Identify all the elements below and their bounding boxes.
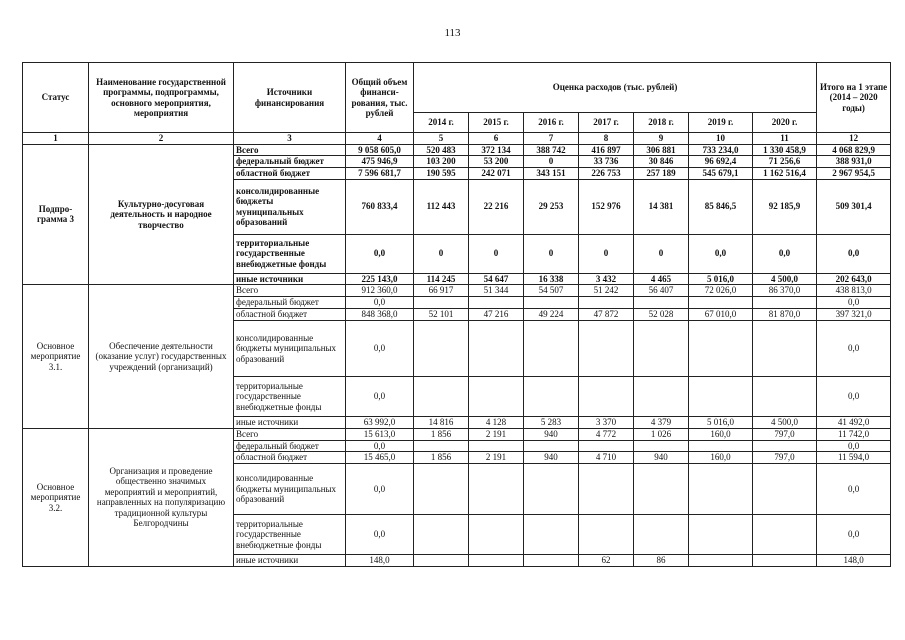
value-cell (689, 321, 753, 377)
source-cell: иные источники (234, 273, 346, 285)
value-cell: 733 234,0 (689, 144, 753, 156)
source-cell: Всего (234, 144, 346, 156)
value-cell (524, 464, 579, 515)
header-year: 2017 г. (579, 113, 634, 133)
source-cell: территориальные государственные внебюджетные фонды (234, 515, 346, 555)
value-cell: 15 465,0 (346, 452, 414, 464)
source-cell: федеральный бюджет (234, 156, 346, 168)
value-cell: 14 381 (634, 179, 689, 234)
value-cell (689, 464, 753, 515)
source-cell: территориальные государственные внебюджетные фонды (234, 234, 346, 273)
source-cell: консолидированные бюджеты муниципальных образований (234, 179, 346, 234)
value-cell (524, 440, 579, 452)
value-cell (469, 515, 524, 555)
value-cell: 72 026,0 (689, 285, 753, 297)
value-cell: 0,0 (817, 515, 891, 555)
value-cell: 53 200 (469, 156, 524, 168)
table-header (23, 63, 891, 145)
value-cell: 114 245 (414, 273, 469, 285)
name-cell: Организация и проведение общественно значимых мероприятий и мероприятий, направленных на популяризацию традиционной культуры Белгородчины (89, 429, 234, 567)
value-cell: 416 897 (579, 144, 634, 156)
value-cell: 0,0 (817, 377, 891, 417)
header-year: 2018 г. (634, 113, 689, 133)
value-cell: 242 071 (469, 167, 524, 179)
column-number: 3 (234, 133, 346, 145)
source-cell: территориальные государственные внебюджетные фонды (234, 377, 346, 417)
value-cell: 148,0 (817, 555, 891, 567)
value-cell: 797,0 (753, 429, 817, 441)
value-cell: 2 191 (469, 429, 524, 441)
value-cell: 372 134 (469, 144, 524, 156)
source-cell: областной бюджет (234, 309, 346, 321)
header-year: 2014 г. (414, 113, 469, 133)
value-cell (753, 515, 817, 555)
status-cell: Основное мероприятие 3.1. (23, 285, 89, 429)
value-cell: 51 242 (579, 285, 634, 297)
value-cell (414, 440, 469, 452)
value-cell (634, 377, 689, 417)
value-cell: 86 370,0 (753, 285, 817, 297)
value-cell: 3 370 (579, 417, 634, 429)
value-cell (579, 377, 634, 417)
value-cell (524, 321, 579, 377)
value-cell: 0,0 (753, 234, 817, 273)
value-cell: 62 (579, 555, 634, 567)
value-cell: 0,0 (817, 297, 891, 309)
header-estimate: Оценка расходов (тыс. рублей) (414, 63, 817, 113)
value-cell: 112 443 (414, 179, 469, 234)
value-cell: 190 595 (414, 167, 469, 179)
value-cell: 4 772 (579, 429, 634, 441)
value-cell (524, 377, 579, 417)
value-cell: 148,0 (346, 555, 414, 567)
source-cell: Всего (234, 285, 346, 297)
value-cell (753, 297, 817, 309)
value-cell: 41 492,0 (817, 417, 891, 429)
value-cell: 0,0 (346, 515, 414, 555)
header-year: 2016 г. (524, 113, 579, 133)
value-cell: 0 (579, 234, 634, 273)
value-cell: 16 338 (524, 273, 579, 285)
value-cell (414, 464, 469, 515)
value-cell: 5 283 (524, 417, 579, 429)
source-cell: иные источники (234, 417, 346, 429)
value-cell (634, 464, 689, 515)
value-cell: 81 870,0 (753, 309, 817, 321)
column-number: 9 (634, 133, 689, 145)
header-status: Статус (23, 63, 89, 133)
source-cell: федеральный бюджет (234, 440, 346, 452)
value-cell: 85 846,5 (689, 179, 753, 234)
value-cell: 96 692,4 (689, 156, 753, 168)
value-cell (414, 555, 469, 567)
value-cell: 0 (469, 234, 524, 273)
value-cell: 0,0 (346, 440, 414, 452)
value-cell (414, 321, 469, 377)
value-cell: 343 151 (524, 167, 579, 179)
value-cell (634, 297, 689, 309)
value-cell: 0,0 (817, 464, 891, 515)
value-cell (689, 515, 753, 555)
table-row (23, 285, 891, 297)
value-cell: 940 (634, 452, 689, 464)
value-cell: 0 (634, 234, 689, 273)
column-number: 1 (23, 133, 89, 145)
value-cell: 0,0 (817, 440, 891, 452)
source-cell: Всего (234, 429, 346, 441)
header-stage-total: Итого на 1 этапе (2014 – 2020 годы) (817, 63, 891, 133)
value-cell (414, 515, 469, 555)
value-cell: 0,0 (346, 234, 414, 273)
value-cell: 47 216 (469, 309, 524, 321)
value-cell (689, 555, 753, 567)
value-cell: 3 432 (579, 273, 634, 285)
value-cell (753, 377, 817, 417)
column-number: 4 (346, 133, 414, 145)
value-cell: 202 643,0 (817, 273, 891, 285)
column-number: 2 (89, 133, 234, 145)
value-cell (689, 297, 753, 309)
value-cell: 47 872 (579, 309, 634, 321)
value-cell: 15 613,0 (346, 429, 414, 441)
value-cell: 4 465 (634, 273, 689, 285)
value-cell: 257 189 (634, 167, 689, 179)
header-year: 2015 г. (469, 113, 524, 133)
value-cell: 4 068 829,9 (817, 144, 891, 156)
value-cell: 5 016,0 (689, 273, 753, 285)
value-cell: 545 679,1 (689, 167, 753, 179)
column-number-row (23, 133, 891, 145)
value-cell (469, 321, 524, 377)
value-cell: 5 016,0 (689, 417, 753, 429)
value-cell: 0,0 (346, 321, 414, 377)
value-cell: 160,0 (689, 452, 753, 464)
value-cell (753, 440, 817, 452)
value-cell (414, 297, 469, 309)
value-cell (634, 440, 689, 452)
value-cell: 30 846 (634, 156, 689, 168)
value-cell: 0,0 (346, 297, 414, 309)
value-cell: 520 483 (414, 144, 469, 156)
value-cell (469, 440, 524, 452)
value-cell: 225 143,0 (346, 273, 414, 285)
value-cell: 103 200 (414, 156, 469, 168)
value-cell (579, 321, 634, 377)
value-cell: 4 710 (579, 452, 634, 464)
value-cell: 160,0 (689, 429, 753, 441)
value-cell: 226 753 (579, 167, 634, 179)
value-cell: 33 736 (579, 156, 634, 168)
value-cell (524, 297, 579, 309)
name-cell: Культурно-досуговая деятельность и народное творчество (89, 144, 234, 285)
value-cell: 9 058 605,0 (346, 144, 414, 156)
value-cell: 0 (414, 234, 469, 273)
value-cell: 4 379 (634, 417, 689, 429)
value-cell: 22 216 (469, 179, 524, 234)
column-number: 11 (753, 133, 817, 145)
value-cell (469, 555, 524, 567)
value-cell (524, 515, 579, 555)
value-cell (579, 515, 634, 555)
value-cell: 0 (524, 156, 579, 168)
value-cell: 940 (524, 429, 579, 441)
value-cell: 509 301,4 (817, 179, 891, 234)
source-cell: областной бюджет (234, 167, 346, 179)
source-cell: консолидированные бюджеты муниципальных образований (234, 321, 346, 377)
value-cell: 475 946,9 (346, 156, 414, 168)
column-number: 5 (414, 133, 469, 145)
header-total: Общий объем финанси-рования, тыс. рублей (346, 63, 414, 133)
value-cell: 2 967 954,5 (817, 167, 891, 179)
value-cell: 4 500,0 (753, 417, 817, 429)
value-cell: 52 101 (414, 309, 469, 321)
value-cell: 0,0 (817, 234, 891, 273)
value-cell: 67 010,0 (689, 309, 753, 321)
value-cell (634, 321, 689, 377)
column-number: 10 (689, 133, 753, 145)
value-cell (414, 377, 469, 417)
value-cell: 11 742,0 (817, 429, 891, 441)
column-number: 7 (524, 133, 579, 145)
value-cell: 0 (524, 234, 579, 273)
value-cell (634, 515, 689, 555)
column-number: 8 (579, 133, 634, 145)
value-cell: 912 360,0 (346, 285, 414, 297)
value-cell: 388 742 (524, 144, 579, 156)
value-cell: 54 507 (524, 285, 579, 297)
page-number: 113 (444, 27, 461, 39)
value-cell: 397 321,0 (817, 309, 891, 321)
value-cell: 848 368,0 (346, 309, 414, 321)
header-year: 2019 г. (689, 113, 753, 133)
value-cell: 438 813,0 (817, 285, 891, 297)
status-cell: Основное мероприятие 3.2. (23, 429, 89, 567)
value-cell: 0,0 (346, 377, 414, 417)
value-cell: 29 253 (524, 179, 579, 234)
group-main-event-3-2 (23, 429, 891, 567)
value-cell (753, 464, 817, 515)
value-cell (469, 377, 524, 417)
value-cell: 11 594,0 (817, 452, 891, 464)
value-cell (753, 321, 817, 377)
header-source: Источники финансирования (234, 63, 346, 133)
value-cell: 0,0 (346, 464, 414, 515)
value-cell: 1 026 (634, 429, 689, 441)
column-number: 12 (817, 133, 891, 145)
value-cell: 4 128 (469, 417, 524, 429)
value-cell: 1 856 (414, 452, 469, 464)
value-cell: 2 191 (469, 452, 524, 464)
value-cell: 14 816 (414, 417, 469, 429)
value-cell: 0,0 (817, 321, 891, 377)
value-cell: 760 833,4 (346, 179, 414, 234)
value-cell: 152 976 (579, 179, 634, 234)
value-cell: 86 (634, 555, 689, 567)
value-cell (469, 464, 524, 515)
value-cell: 1 162 516,4 (753, 167, 817, 179)
value-cell: 7 596 681,7 (346, 167, 414, 179)
value-cell: 56 407 (634, 285, 689, 297)
value-cell (469, 297, 524, 309)
source-cell: иные источники (234, 555, 346, 567)
value-cell: 940 (524, 452, 579, 464)
value-cell: 71 256,6 (753, 156, 817, 168)
value-cell (689, 377, 753, 417)
column-number: 6 (469, 133, 524, 145)
value-cell (579, 464, 634, 515)
value-cell: 92 185,9 (753, 179, 817, 234)
value-cell: 54 647 (469, 273, 524, 285)
table-row (23, 429, 891, 441)
source-cell: консолидированные бюджеты муниципальных образований (234, 464, 346, 515)
value-cell (579, 440, 634, 452)
group-main-event-3-1 (23, 285, 891, 429)
value-cell: 63 992,0 (346, 417, 414, 429)
value-cell (579, 297, 634, 309)
value-cell (524, 555, 579, 567)
header-name: Наименование государственной программы, подпрограммы, основного мероприятия, мероприятия (89, 63, 234, 133)
group-subprogram-3 (23, 144, 891, 285)
value-cell: 49 224 (524, 309, 579, 321)
value-cell: 388 931,0 (817, 156, 891, 168)
value-cell: 66 917 (414, 285, 469, 297)
name-cell: Обеспечение деятельности (оказание услуг) государственных учреждений (организаций) (89, 285, 234, 429)
value-cell: 1 856 (414, 429, 469, 441)
value-cell: 52 028 (634, 309, 689, 321)
value-cell: 4 500,0 (753, 273, 817, 285)
value-cell (689, 440, 753, 452)
value-cell: 0,0 (689, 234, 753, 273)
value-cell: 1 330 458,9 (753, 144, 817, 156)
value-cell (753, 555, 817, 567)
status-cell: Подпро-грамма 3 (23, 144, 89, 285)
header-year: 2020 г. (753, 113, 817, 133)
value-cell: 51 344 (469, 285, 524, 297)
value-cell: 306 881 (634, 144, 689, 156)
budget-table (22, 62, 891, 567)
value-cell: 797,0 (753, 452, 817, 464)
table-row (23, 144, 891, 156)
source-cell: областной бюджет (234, 452, 346, 464)
source-cell: федеральный бюджет (234, 297, 346, 309)
